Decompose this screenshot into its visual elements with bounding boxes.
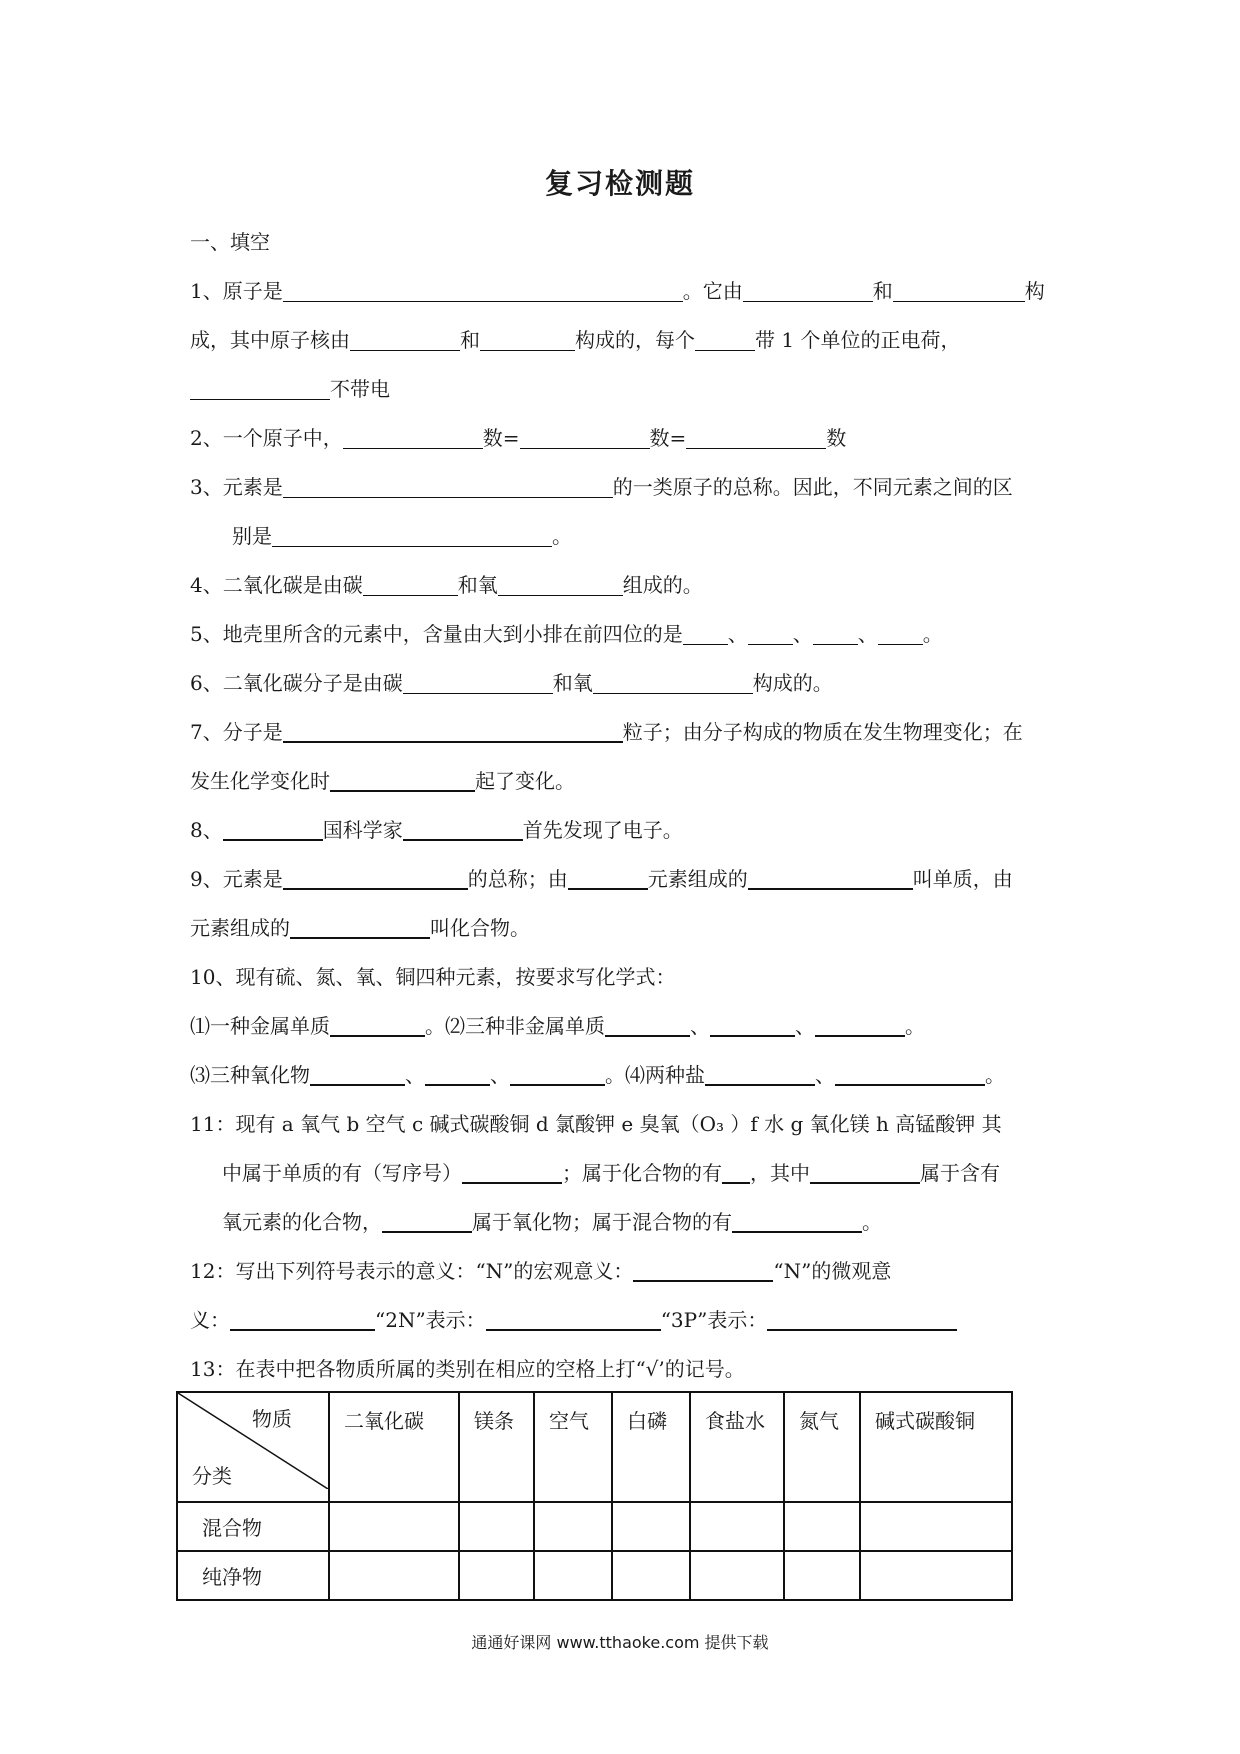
answer-blank[interactable] — [705, 1062, 815, 1086]
question-text: 。⑷两种盐 — [605, 1063, 705, 1087]
separator: 、 — [815, 1063, 835, 1087]
answer-blank[interactable] — [330, 1013, 425, 1037]
answer-blank[interactable] — [223, 817, 323, 841]
answer-blank[interactable] — [283, 866, 468, 890]
question-text: 和 — [460, 328, 480, 352]
row-label: 纯净物 — [177, 1551, 329, 1600]
question-text: 属于含有 — [920, 1161, 1000, 1185]
question-text: 中属于单质的有（写序号） — [222, 1161, 462, 1185]
question-5 — [190, 620, 943, 648]
question-text: 。⑵三种非金属单质 — [425, 1014, 605, 1038]
question-1-line-1 — [190, 277, 1045, 305]
table-row — [177, 1502, 1012, 1551]
question-11-line-3 — [222, 1208, 882, 1236]
corner-label-category: 分类 — [192, 1464, 232, 1488]
page-title: 复习检测题 — [544, 167, 695, 200]
check-cell[interactable] — [329, 1502, 459, 1551]
question-text: 发生化学变化时 — [190, 769, 330, 793]
question-text: 元素组成的 — [647, 867, 748, 891]
answer-blank[interactable] — [283, 279, 683, 302]
question-text: 构 — [1024, 279, 1045, 303]
separator: 、 — [795, 1014, 815, 1038]
question-3-line-2 — [232, 522, 572, 550]
question-7-line-2 — [190, 767, 575, 795]
separator: 、 — [690, 1014, 710, 1038]
question-text: ⑴一种金属单质 — [190, 1014, 330, 1038]
check-cell[interactable] — [329, 1551, 459, 1600]
question-text: 。 — [862, 1210, 882, 1234]
column-header: 白磷 — [612, 1392, 690, 1502]
answer-blank[interactable] — [403, 817, 523, 841]
question-text: 2、一个原子中， — [190, 426, 343, 450]
answer-blank[interactable] — [748, 866, 913, 890]
question-text: 氧元素的化合物， — [222, 1210, 382, 1234]
answer-blank[interactable] — [568, 866, 648, 890]
separator: 、 — [727, 622, 748, 646]
answer-blank[interactable] — [403, 671, 553, 694]
question-text: 4、二氧化碳是由碳 — [190, 573, 363, 597]
answer-blank[interactable] — [810, 1160, 920, 1184]
question-text: 3、元素是 — [190, 475, 283, 499]
page-footer: 通通好课网 www.tthaoke.com 提供下载 — [471, 1633, 769, 1652]
question-text: 带 1 个单位的正电荷， — [755, 328, 961, 352]
question-text: 和氧 — [457, 573, 498, 597]
question-6 — [190, 669, 833, 697]
answer-blank[interactable] — [813, 622, 858, 645]
answer-blank[interactable] — [520, 426, 650, 449]
question-text: 别是 — [232, 524, 272, 548]
answer-blank[interactable] — [425, 1062, 490, 1086]
check-cell[interactable] — [784, 1551, 860, 1600]
answer-blank[interactable] — [695, 328, 755, 351]
answer-blank[interactable] — [343, 426, 483, 449]
question-text: 7、分子是 — [190, 720, 283, 744]
answer-blank[interactable] — [815, 1013, 905, 1037]
question-text: 1、原子是 — [190, 279, 283, 303]
question-3-line-1 — [190, 473, 1013, 501]
question-text: 5、地壳里所含的元素中，含量由大到小排在前四位的是 — [190, 622, 683, 646]
question-4 — [190, 571, 703, 599]
answer-blank[interactable] — [835, 1062, 985, 1086]
answer-blank[interactable] — [633, 1258, 773, 1282]
column-header: 碱式碳酸铜 — [860, 1392, 1012, 1502]
question-1-line-3 — [190, 375, 390, 403]
section-heading: 一、填空 — [190, 230, 270, 254]
question-10-line-1: 10、现有硫、氮、氧、铜四种元素，按要求写化学式： — [190, 965, 676, 989]
question-text: 12：写出下列符号表示的意义：“N”的宏观意义： — [190, 1259, 634, 1283]
question-text: 8、 — [190, 818, 223, 842]
answer-blank[interactable] — [878, 622, 923, 645]
table-header-row — [177, 1392, 1012, 1502]
separator: 、 — [792, 622, 813, 646]
table-row — [177, 1551, 1012, 1600]
question-text: “2N”表示： — [375, 1308, 486, 1332]
question-text: 不带电 — [330, 377, 390, 401]
question-7-line-1 — [190, 718, 1023, 746]
check-cell[interactable] — [534, 1551, 612, 1600]
check-cell[interactable] — [690, 1551, 784, 1600]
question-12-line-1 — [190, 1257, 891, 1285]
answer-blank[interactable] — [605, 1013, 690, 1037]
question-text: ⑶三种氧化物 — [190, 1063, 310, 1087]
check-cell[interactable] — [459, 1551, 534, 1600]
classification-table — [176, 1391, 1013, 1601]
question-text: 。 — [905, 1014, 925, 1038]
answer-blank[interactable] — [462, 1160, 562, 1184]
answer-blank[interactable] — [330, 768, 475, 792]
answer-blank[interactable] — [732, 1209, 862, 1233]
answer-blank[interactable] — [593, 671, 753, 694]
question-text: 义： — [190, 1308, 230, 1332]
question-text: 国科学家 — [322, 818, 403, 842]
answer-blank[interactable] — [686, 426, 826, 449]
separator: 、 — [405, 1063, 425, 1087]
question-text: “N”的微观意 — [773, 1259, 892, 1283]
check-cell[interactable] — [784, 1502, 860, 1551]
answer-blank[interactable] — [290, 915, 430, 939]
question-11-line-2 — [222, 1159, 1000, 1187]
column-header: 食盐水 — [690, 1392, 784, 1502]
question-text: ，其中 — [750, 1161, 810, 1185]
answer-blank[interactable] — [683, 622, 728, 645]
question-text: 首先发现了电子。 — [522, 818, 683, 842]
check-cell[interactable] — [612, 1502, 690, 1551]
answer-blank[interactable] — [190, 377, 330, 400]
answer-blank[interactable] — [722, 1160, 750, 1184]
question-text: 的一类原子的总称。因此，不同元素之间的区 — [612, 475, 1013, 499]
question-text: 属于氧化物；属于混合物的有 — [472, 1210, 732, 1234]
answer-blank[interactable] — [283, 475, 613, 498]
question-text: 的总称；由 — [467, 867, 568, 891]
question-10-line-3 — [190, 1061, 1005, 1089]
answer-blank[interactable] — [486, 1307, 661, 1331]
question-text: 成，其中原子核由 — [190, 328, 350, 352]
question-text: 叫单质，由 — [912, 867, 1013, 891]
question-text: 组成的。 — [622, 573, 703, 597]
answer-blank[interactable] — [230, 1307, 375, 1331]
question-text: 构成的，每个 — [575, 328, 695, 352]
question-9-line-1 — [190, 865, 1013, 893]
question-text: 数= — [482, 426, 520, 450]
column-header: 空气 — [534, 1392, 612, 1502]
answer-blank[interactable] — [363, 573, 458, 596]
check-cell[interactable] — [690, 1502, 784, 1551]
question-text: ；属于化合物的有 — [562, 1161, 722, 1185]
answer-blank[interactable] — [893, 279, 1025, 302]
question-8 — [190, 816, 683, 844]
column-header: 二氧化碳 — [329, 1392, 459, 1502]
answer-blank[interactable] — [767, 1307, 957, 1331]
row-label: 混合物 — [177, 1502, 329, 1551]
question-text: 起了变化。 — [475, 769, 575, 793]
answer-blank[interactable] — [510, 1062, 605, 1086]
answer-blank[interactable] — [350, 328, 460, 351]
question-text: 。它由 — [682, 279, 743, 303]
question-text: 。 — [922, 622, 943, 646]
question-text: 。 — [552, 524, 572, 548]
check-cell[interactable] — [459, 1502, 534, 1551]
answer-blank[interactable] — [743, 279, 873, 302]
check-cell[interactable] — [534, 1502, 612, 1551]
question-text: 9、元素是 — [190, 867, 283, 891]
question-text: 构成的。 — [752, 671, 833, 695]
question-2 — [190, 424, 846, 452]
separator: 、 — [490, 1063, 510, 1087]
question-12-line-2 — [190, 1306, 957, 1334]
question-text: 和 — [872, 279, 893, 303]
question-text: 粒子；由分子构成的物质在发生物理变化；在 — [622, 720, 1023, 744]
answer-blank[interactable] — [710, 1013, 795, 1037]
question-text: “3P”表示： — [660, 1308, 768, 1332]
answer-blank[interactable] — [748, 622, 793, 645]
question-text: 。 — [985, 1063, 1005, 1087]
column-header: 氮气 — [784, 1392, 860, 1502]
question-text: 数 — [826, 426, 847, 450]
question-11-line-1: 11：现有 a 氧气 b 空气 c 碱式碳酸铜 d 氯酸钾 e 臭氧（O₃ ）f 水 g 氧化镁 h 高锰酸钾 其 — [190, 1112, 1002, 1136]
column-header: 镁条 — [459, 1392, 534, 1502]
question-text: 6、二氧化碳分子是由碳 — [190, 671, 403, 695]
question-text: 元素组成的 — [190, 916, 290, 940]
check-cell[interactable] — [860, 1551, 1012, 1600]
question-text: 叫化合物。 — [430, 916, 530, 940]
answer-blank[interactable] — [480, 328, 575, 351]
check-cell[interactable] — [860, 1502, 1012, 1551]
answer-blank[interactable] — [498, 573, 623, 596]
question-text: 数= — [649, 426, 687, 450]
answer-blank[interactable] — [272, 524, 552, 547]
separator: 、 — [857, 622, 878, 646]
question-13: 13：在表中把各物质所属的类别在相应的空格上打“√’的记号。 — [190, 1357, 745, 1381]
corner-label-substance: 物质 — [252, 1407, 292, 1431]
question-10-line-2 — [190, 1012, 925, 1040]
check-cell[interactable] — [612, 1551, 690, 1600]
answer-blank[interactable] — [283, 719, 623, 743]
table-corner-cell — [177, 1392, 329, 1502]
answer-blank[interactable] — [382, 1209, 472, 1233]
question-9-line-2 — [190, 914, 530, 942]
question-text: 和氧 — [552, 671, 593, 695]
question-1-line-2 — [190, 326, 960, 354]
answer-blank[interactable] — [310, 1062, 405, 1086]
